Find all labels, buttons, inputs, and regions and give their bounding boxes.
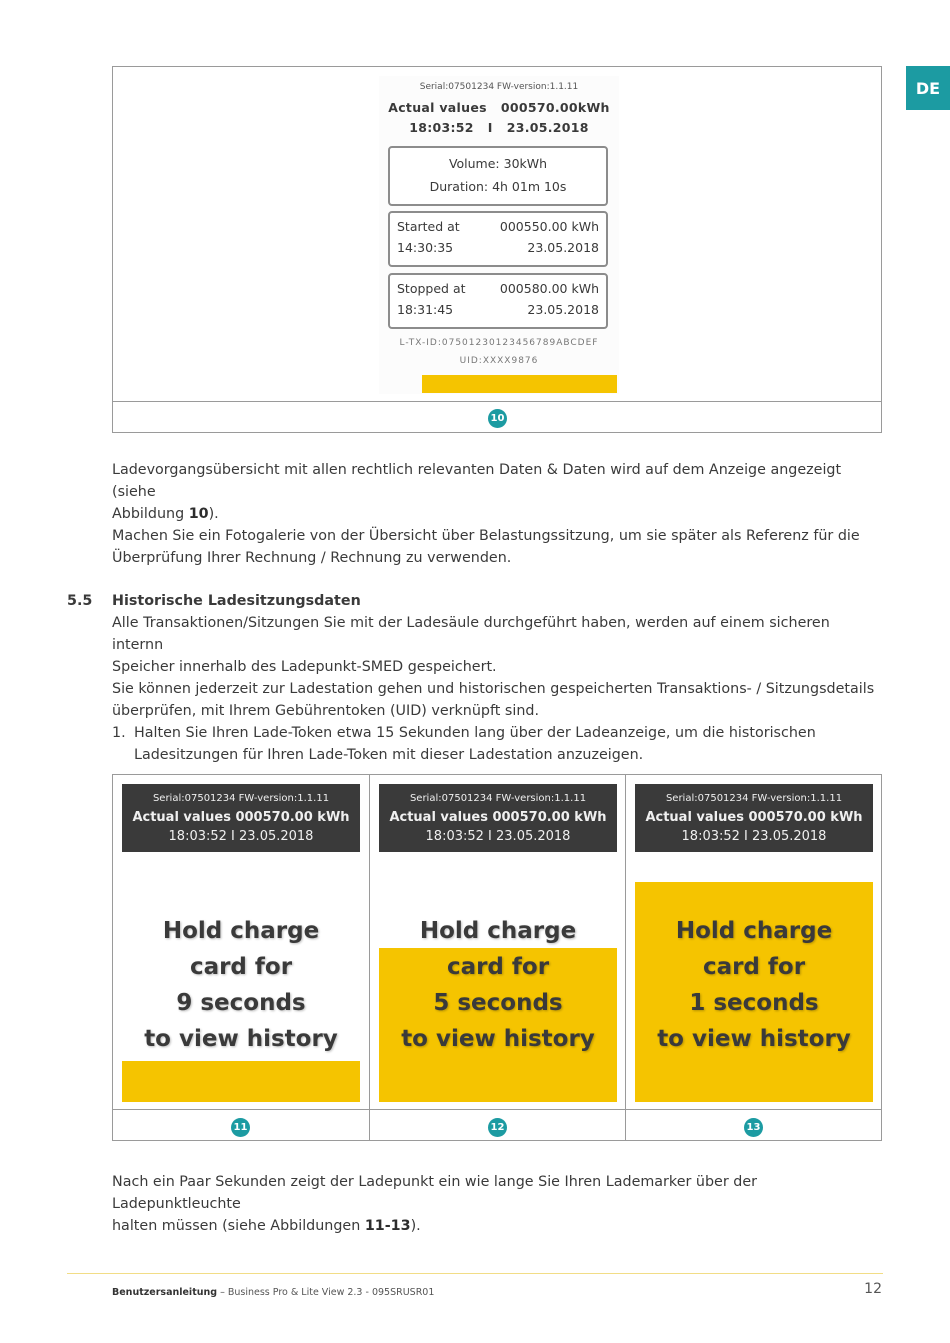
stopped-row-2: 18:31:45 23.05.2018 [397, 302, 599, 317]
display-panel-11 [122, 784, 360, 1102]
figure-number-badge: 13 [744, 1118, 763, 1137]
started-row-1: Started at 000550.00 kWh [397, 219, 599, 234]
figure-number-badge: 12 [488, 1118, 507, 1137]
closing-paragraph: Nach ein Paar Sekunden zeigt der Ladepunkt ein wie lange Sie Ihren Lademarker über der Ladepunktleuchte halten müssen (siehe Abbildungen 11-13). [112, 1174, 758, 1234]
yellow-bar [422, 375, 617, 393]
transaction-id: L-TX-ID:07501230123456789ABCDEF [399, 338, 599, 348]
summary-paragraph: Ladevorgangsübersicht mit allen rechtlich relevanten Daten & Daten wird auf dem Anzeige angezeigt (siehe Abbildung 10). Machen Sie ein Fotogalerie von der Übersicht über Belastungssitzung, um sie später als Referenz für die Überprüfung Ihrer Rechnung / Rechnung zu verwenden. [112, 462, 860, 566]
footer-text: Benutzersanleitung – Business Pro & Lite View 2.3 - 095SRUSR01 [112, 1287, 435, 1298]
figures-11-13 [112, 774, 882, 1141]
duration-text: Duration: 4h 01m 10s [429, 179, 567, 194]
volume-text: Volume: 30kWh [448, 156, 548, 171]
figure-divider [113, 401, 881, 402]
footer-rule [67, 1273, 883, 1274]
list-item: 1. Halten Sie Ihren Lade-Token etwa 15 Sekunden lang über der Ladeanzeige, um die historischen Ladesitzungen für Ihren Lade-Token mit dieser Ladestation anzuzeigen. [112, 725, 816, 763]
section-title: Historische Ladesitzungsdaten [112, 593, 361, 609]
section-number: 5.5 [67, 593, 93, 609]
charger-display-summary [379, 76, 619, 394]
hold-card-message: Hold charge card for 9 seconds to view history [144, 918, 338, 1052]
section-body: Historische Ladesitzungsdaten Alle Transaktionen/Sitzungen Sie mit der Ladesäule durchgeführt haben, werden auf einem sicheren internn Speicher innerhalb des Ladepunkt-SMED gespeichert. Sie können jederzeit zur Ladestation gehen und historischen gespeicherten Transaktions- / Sitzungsdetails überprüfen, mit Ihrem Gebührentoken (UID) verknüpft sind. 1. Halten Sie Ihren Lade-Token etwa 15 Sekunden lang über der Ladeanzeige, um die historischen Ladesitzungen für Ihren Lade-Token mit dieser Ladestation anzuzeigen. [112, 590, 882, 766]
page-number: 12 [864, 1281, 882, 1297]
figure-number-badge: 11 [231, 1118, 250, 1137]
uid-text: UID:XXXX9876 [459, 356, 539, 366]
figure-10 [112, 66, 882, 433]
display-header: Serial:07501234 FW-version:1.1.11 Actual values 000570.00 kWh 18:03:52 I 23.05.2018 [122, 784, 360, 852]
language-tab: DE [906, 66, 950, 110]
display-header: Serial:07501234 FW-version:1.1.11 Actual values 000570.00 kWh 18:03:52 I 23.05.2018 [379, 784, 617, 852]
display-header: Serial:07501234 FW-version:1.1.11 Actual values 000570.00 kWh 18:03:52 I 23.05.2018 [635, 784, 873, 852]
column-divider [369, 775, 370, 1140]
serial-line: Serial:07501234 FW-version:1.1.11 [419, 82, 579, 92]
actual-values-line: Actual values 000570.00kWh [388, 100, 610, 115]
figure-number-badge: 10 [488, 409, 507, 428]
display-panel-12 [379, 784, 617, 1102]
datetime-line: 18:03:52 I 23.05.2018 [409, 120, 589, 135]
volume-duration-box [388, 146, 608, 206]
yellow-progress [122, 1061, 360, 1102]
column-divider [625, 775, 626, 1140]
started-row-2: 14:30:35 23.05.2018 [397, 240, 599, 255]
hold-card-message: Hold charge card for 5 seconds to view history [401, 918, 595, 1052]
hold-card-message: Hold charge card for 1 seconds to view history [657, 918, 851, 1052]
figure-divider [113, 1109, 881, 1110]
stopped-row-1: Stopped at 000580.00 kWh [397, 281, 599, 296]
stopped-box [388, 273, 608, 329]
started-box [388, 211, 608, 267]
display-panel-13 [635, 784, 873, 1102]
